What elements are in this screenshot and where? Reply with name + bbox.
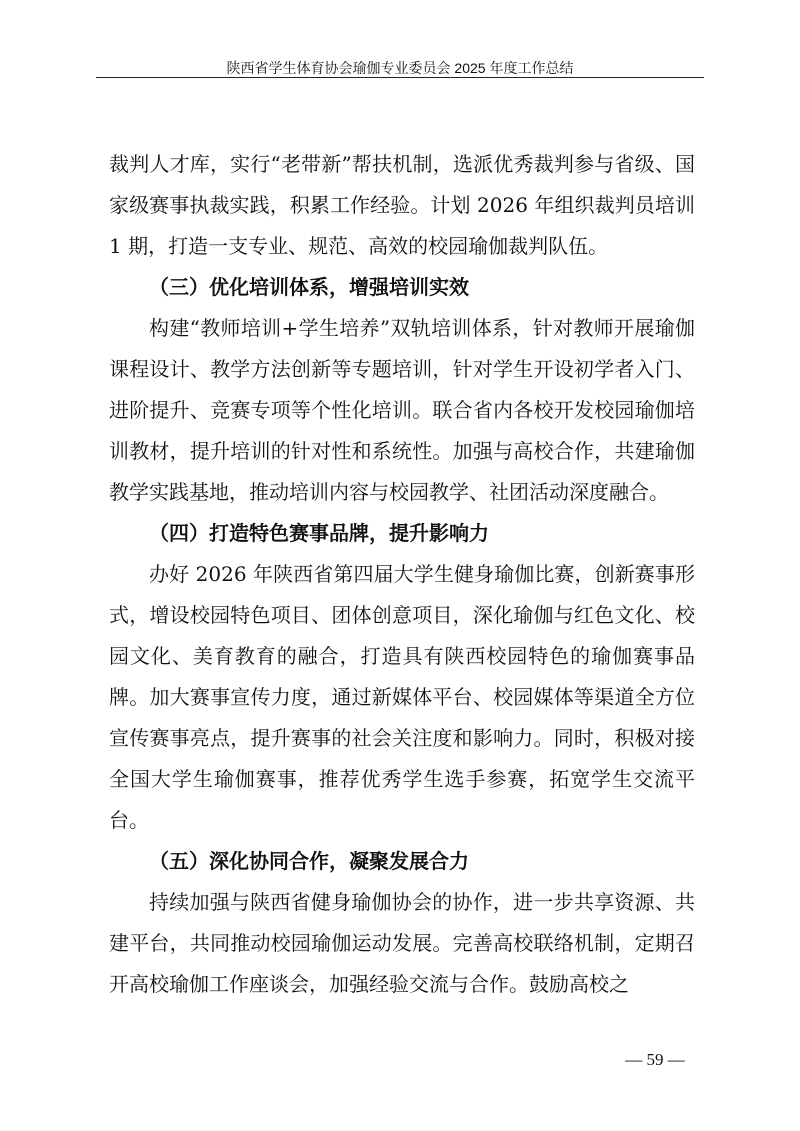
section-heading-3: （三）优化培训体系，增强培训实效 (149, 275, 469, 299)
section-heading-5: （五）深化协同合作，凝聚发展合力 (149, 849, 469, 873)
page-header-title: 陕西省学生体育协会瑜伽专业委员会 2025 年度工作总结 (226, 60, 574, 76)
page-number: — 59 — (625, 1050, 685, 1069)
document-body (109, 144, 695, 1005)
section-heading-4: （四）打造特色赛事品牌，提升影响力 (149, 521, 489, 545)
header-divider (96, 77, 704, 78)
paragraph-events: 办好 2026 年陕西省第四届大学生健身瑜伽比赛，创新赛事形式，增设校园特色项目、团体创意项目，深化瑜伽与红色文化、校园文化、美育教育的融合，打造具有陕西校园特色的瑜伽赛事品牌。加大赛事宣传力度，通过新媒体平台、校园媒体等渠道全方位宣传赛事亮点，提升赛事的社会关注度和影响力。同时，积极对接全国大学生瑜伽赛事，推荐优秀学生选手参赛，拓宽学生交流平台。 (109, 562, 695, 832)
paragraph-training: 构建“教师培训+学生培养”双轨培训体系，针对教师开展瑜伽课程设计、教学方法创新等专题培训，针对学生开设初学者入门、进阶提升、竞赛专项等个性化培训。联合省内各校开发校园瑜伽培训教材，提升培训的针对性和系统性。加强与高校合作，共建瑜伽教学实践基地，推动培训内容与校园教学、社团活动深度融合。 (109, 316, 695, 504)
paragraph-continued: 裁判人才库，实行“老带新”帮扶机制，选派优秀裁判参与省级、国家级赛事执裁实践，积累工作经验。计划 2026 年组织裁判员培训 1 期，打造一支专业、规范、高效的校园瑜伽裁判队伍。 (109, 152, 695, 258)
paragraph-cooperation: 持续加强与陕西省健身瑜伽协会的协作，进一步共享资源、共建平台，共同推动校园瑜伽运动发展。完善高校联络机制，定期召开高校瑜伽工作座谈会，加强经验交流与合作。鼓励高校之 (109, 890, 695, 996)
